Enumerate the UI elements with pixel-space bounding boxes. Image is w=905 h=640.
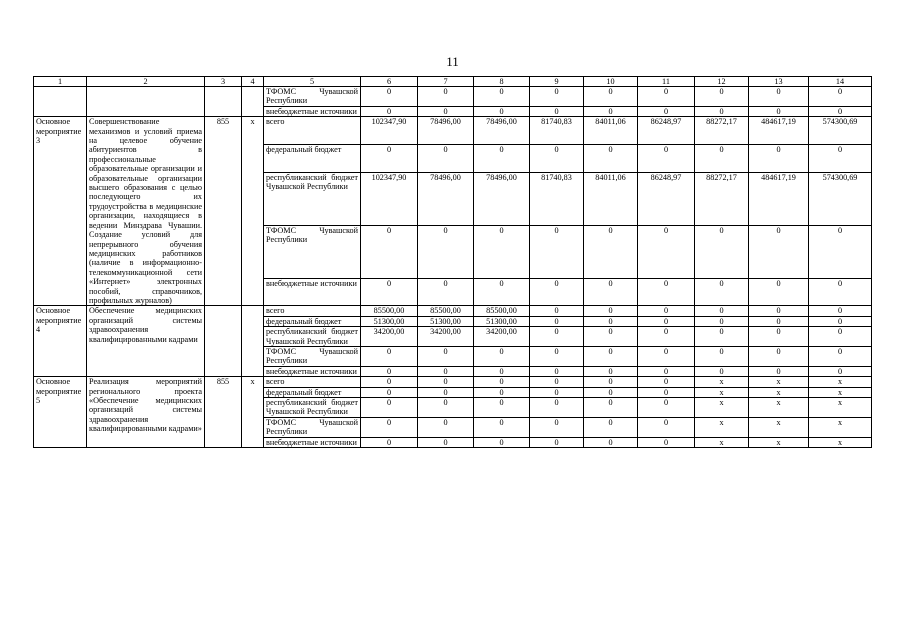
value-cell: 0 (695, 87, 749, 107)
value-cell: 574300,69 (809, 172, 872, 225)
value-cell: 0 (418, 106, 474, 116)
value-cell: 0 (749, 366, 809, 376)
value-cell: 81740,83 (530, 117, 584, 145)
value-cell: 0 (530, 106, 584, 116)
funding-source: федеральный бюджет (264, 316, 361, 326)
value-cell: 86248,97 (638, 117, 695, 145)
value-cell: x (809, 398, 872, 418)
value-cell: 0 (584, 278, 638, 306)
value-cell: 0 (638, 437, 695, 447)
value-cell: 0 (638, 377, 695, 387)
column-number-9: 9 (530, 77, 584, 87)
value-cell: 0 (474, 144, 530, 172)
value-cell: 0 (584, 398, 638, 418)
table-row (34, 87, 872, 107)
column-number-6: 6 (361, 77, 418, 87)
value-cell: 84011,06 (584, 117, 638, 145)
value-cell: 0 (695, 346, 749, 366)
value-cell: x (749, 437, 809, 447)
value-cell: x (809, 377, 872, 387)
value-cell: 0 (474, 377, 530, 387)
section-code (242, 306, 264, 377)
section-code: x (242, 117, 264, 306)
value-cell: 0 (361, 278, 418, 306)
value-cell: 85500,00 (474, 306, 530, 316)
value-cell: 0 (530, 377, 584, 387)
funding-source: республиканский бюджет Чувашской Республики (264, 327, 361, 347)
value-cell: 85500,00 (418, 306, 474, 316)
value-cell: 0 (530, 225, 584, 278)
table-row (34, 117, 872, 145)
value-cell: 0 (638, 278, 695, 306)
section-code: x (242, 377, 264, 448)
funding-source: ТФОМС Чувашской Республики (264, 417, 361, 437)
value-cell: 0 (809, 144, 872, 172)
event-description: Реализация мероприятий регионального проекта «Обеспечение медицинских организаций системы здравоохранения квалифицированными кадрами» (87, 377, 205, 448)
value-cell: 51300,00 (474, 316, 530, 326)
funding-source: всего (264, 377, 361, 387)
value-cell: 0 (749, 106, 809, 116)
value-cell: 0 (530, 387, 584, 397)
column-number-14: 14 (809, 77, 872, 87)
event-description: Обеспечение медицинских организаций системы здравоохранения квалифицированными кадрами (87, 306, 205, 377)
value-cell: 0 (418, 278, 474, 306)
value-cell: 0 (418, 387, 474, 397)
value-cell: 0 (474, 346, 530, 366)
value-cell: 484617,19 (749, 172, 809, 225)
value-cell: 0 (530, 346, 584, 366)
value-cell: 0 (418, 346, 474, 366)
column-number-5: 5 (264, 77, 361, 87)
value-cell: 0 (638, 327, 695, 347)
grbs-code (205, 306, 242, 377)
value-cell: 0 (749, 306, 809, 316)
funding-source: ТФОМС Чувашской Республики (264, 346, 361, 366)
table-row (34, 306, 872, 316)
value-cell: 0 (638, 417, 695, 437)
funding-source: всего (264, 306, 361, 316)
event-name: Основное мероприятие 3 (34, 117, 87, 306)
value-cell: 102347,90 (361, 172, 418, 225)
column-number-12: 12 (695, 77, 749, 87)
value-cell: 0 (695, 225, 749, 278)
value-cell: 0 (584, 417, 638, 437)
value-cell: x (749, 417, 809, 437)
value-cell: 0 (530, 87, 584, 107)
value-cell: 0 (418, 377, 474, 387)
value-cell: 0 (418, 417, 474, 437)
value-cell: 0 (638, 306, 695, 316)
value-cell: x (809, 417, 872, 437)
value-cell: 0 (361, 87, 418, 107)
value-cell: 0 (749, 144, 809, 172)
value-cell: 0 (584, 144, 638, 172)
value-cell: 0 (638, 366, 695, 376)
value-cell: 0 (638, 316, 695, 326)
column-number-1: 1 (34, 77, 87, 87)
value-cell: x (809, 387, 872, 397)
value-cell: 0 (361, 398, 418, 418)
funding-source: внебюджетные источники (264, 366, 361, 376)
value-cell: 0 (474, 366, 530, 376)
value-cell: x (749, 398, 809, 418)
value-cell: 0 (749, 278, 809, 306)
value-cell: 0 (695, 106, 749, 116)
event-name: Основное мероприятие 5 (34, 377, 87, 448)
funding-source: республиканский бюджет Чувашской Республики (264, 398, 361, 418)
column-number-4: 4 (242, 77, 264, 87)
value-cell: x (695, 387, 749, 397)
value-cell: 0 (584, 316, 638, 326)
value-cell: 0 (530, 437, 584, 447)
funding-source: внебюджетные источники (264, 278, 361, 306)
value-cell: 78496,00 (474, 117, 530, 145)
value-cell: 0 (695, 306, 749, 316)
value-cell: 0 (474, 437, 530, 447)
value-cell: 0 (749, 87, 809, 107)
value-cell: 0 (361, 377, 418, 387)
value-cell: 0 (695, 144, 749, 172)
value-cell: 0 (695, 327, 749, 347)
value-cell: 0 (749, 327, 809, 347)
value-cell: 0 (749, 346, 809, 366)
value-cell: 0 (361, 225, 418, 278)
funding-source: всего (264, 117, 361, 145)
value-cell: 0 (361, 417, 418, 437)
value-cell: 0 (809, 346, 872, 366)
event-desc-cell (87, 87, 205, 117)
value-cell: 574300,69 (809, 117, 872, 145)
value-cell: 0 (809, 278, 872, 306)
value-cell: 0 (638, 106, 695, 116)
value-cell: 0 (474, 278, 530, 306)
funding-source: федеральный бюджет (264, 144, 361, 172)
value-cell: 0 (584, 346, 638, 366)
value-cell: 0 (809, 327, 872, 347)
value-cell: 0 (474, 87, 530, 107)
value-cell: 0 (361, 366, 418, 376)
value-cell: 0 (809, 366, 872, 376)
value-cell: 0 (530, 306, 584, 316)
value-cell: 0 (749, 316, 809, 326)
value-cell: 0 (584, 306, 638, 316)
value-cell: 0 (809, 316, 872, 326)
value-cell: 0 (695, 316, 749, 326)
grbs-code: 855 (205, 377, 242, 448)
value-cell: 51300,00 (418, 316, 474, 326)
value-cell: 0 (809, 306, 872, 316)
value-cell: 78496,00 (418, 172, 474, 225)
event-name: Основное мероприятие 4 (34, 306, 87, 377)
grbs-code: 855 (205, 117, 242, 306)
value-cell: 0 (361, 144, 418, 172)
value-cell: 0 (809, 106, 872, 116)
value-cell: 84011,06 (584, 172, 638, 225)
value-cell: 0 (638, 387, 695, 397)
value-cell: x (749, 387, 809, 397)
value-cell: 78496,00 (474, 172, 530, 225)
value-cell: 0 (584, 327, 638, 347)
value-cell: 0 (361, 346, 418, 366)
value-cell: 0 (361, 437, 418, 447)
value-cell: x (695, 437, 749, 447)
value-cell: 0 (530, 316, 584, 326)
value-cell: 34200,00 (361, 327, 418, 347)
value-cell: 0 (695, 278, 749, 306)
value-cell: x (695, 377, 749, 387)
funding-source: республиканский бюджет Чувашской Республики (264, 172, 361, 225)
funding-source: внебюджетные источники (264, 106, 361, 116)
value-cell: 0 (474, 225, 530, 278)
value-cell: 0 (361, 387, 418, 397)
value-cell: 0 (809, 87, 872, 107)
value-cell: 34200,00 (418, 327, 474, 347)
value-cell: 0 (530, 144, 584, 172)
value-cell: 0 (474, 387, 530, 397)
value-cell: x (749, 377, 809, 387)
column-number-11: 11 (638, 77, 695, 87)
value-cell: 34200,00 (474, 327, 530, 347)
value-cell: 78496,00 (418, 117, 474, 145)
value-cell: 0 (530, 398, 584, 418)
value-cell: 0 (584, 377, 638, 387)
value-cell: 88272,17 (695, 172, 749, 225)
value-cell: 0 (530, 278, 584, 306)
value-cell: 0 (695, 366, 749, 376)
value-cell: 85500,00 (361, 306, 418, 316)
column-number-7: 7 (418, 77, 474, 87)
value-cell: 0 (584, 225, 638, 278)
value-cell: 0 (638, 398, 695, 418)
value-cell: 0 (418, 225, 474, 278)
value-cell: 0 (418, 87, 474, 107)
value-cell: 51300,00 (361, 316, 418, 326)
value-cell: 86248,97 (638, 172, 695, 225)
value-cell: 0 (749, 225, 809, 278)
value-cell: 0 (584, 87, 638, 107)
value-cell: 0 (638, 144, 695, 172)
column-number-10: 10 (584, 77, 638, 87)
value-cell: 88272,17 (695, 117, 749, 145)
financing-table (33, 76, 872, 448)
value-cell: 0 (809, 225, 872, 278)
value-cell: 0 (361, 106, 418, 116)
value-cell: 0 (418, 437, 474, 447)
funding-source: внебюджетные источники (264, 437, 361, 447)
header-row (34, 77, 872, 87)
value-cell: 0 (530, 417, 584, 437)
event-description: Совершенствование механизмов и условий приема на целевое обучение абитуриентов в профессиональные образовательные организации и образовательные организации высшего образования с целью последующего их трудоустройства в медицинские организации, находящиеся в ведении Минздрава Чувашии. Создание условий для непрерывного обучения медицинских работников (наличие в информационно-телекоммуникационной сети «Интернет» электронных пособий, справочников, профильных журналов) (87, 117, 205, 306)
column-number-3: 3 (205, 77, 242, 87)
value-cell: 484617,19 (749, 117, 809, 145)
column-number-8: 8 (474, 77, 530, 87)
value-cell: 0 (474, 398, 530, 418)
grbs-cell (205, 87, 242, 117)
column-number-2: 2 (87, 77, 205, 87)
value-cell: 0 (474, 417, 530, 437)
value-cell: 102347,90 (361, 117, 418, 145)
value-cell: 0 (584, 437, 638, 447)
value-cell: 0 (638, 346, 695, 366)
value-cell: x (695, 417, 749, 437)
value-cell: 81740,83 (530, 172, 584, 225)
value-cell: 0 (418, 398, 474, 418)
column-number-13: 13 (749, 77, 809, 87)
event-name-cell (34, 87, 87, 117)
value-cell: 0 (474, 106, 530, 116)
value-cell: 0 (418, 144, 474, 172)
funding-source: ТФОМС Чувашской Республики (264, 225, 361, 278)
value-cell: x (809, 437, 872, 447)
funding-source: ТФОМС Чувашской Республики (264, 87, 361, 107)
value-cell: 0 (638, 225, 695, 278)
value-cell: 0 (530, 366, 584, 376)
value-cell: 0 (418, 366, 474, 376)
value-cell: x (695, 398, 749, 418)
page-number: 11 (446, 54, 459, 69)
rz-cell (242, 87, 264, 117)
value-cell: 0 (584, 366, 638, 376)
value-cell: 0 (530, 327, 584, 347)
value-cell: 0 (638, 87, 695, 107)
table-row (34, 377, 872, 387)
value-cell: 0 (584, 106, 638, 116)
funding-source: федеральный бюджет (264, 387, 361, 397)
value-cell: 0 (584, 387, 638, 397)
